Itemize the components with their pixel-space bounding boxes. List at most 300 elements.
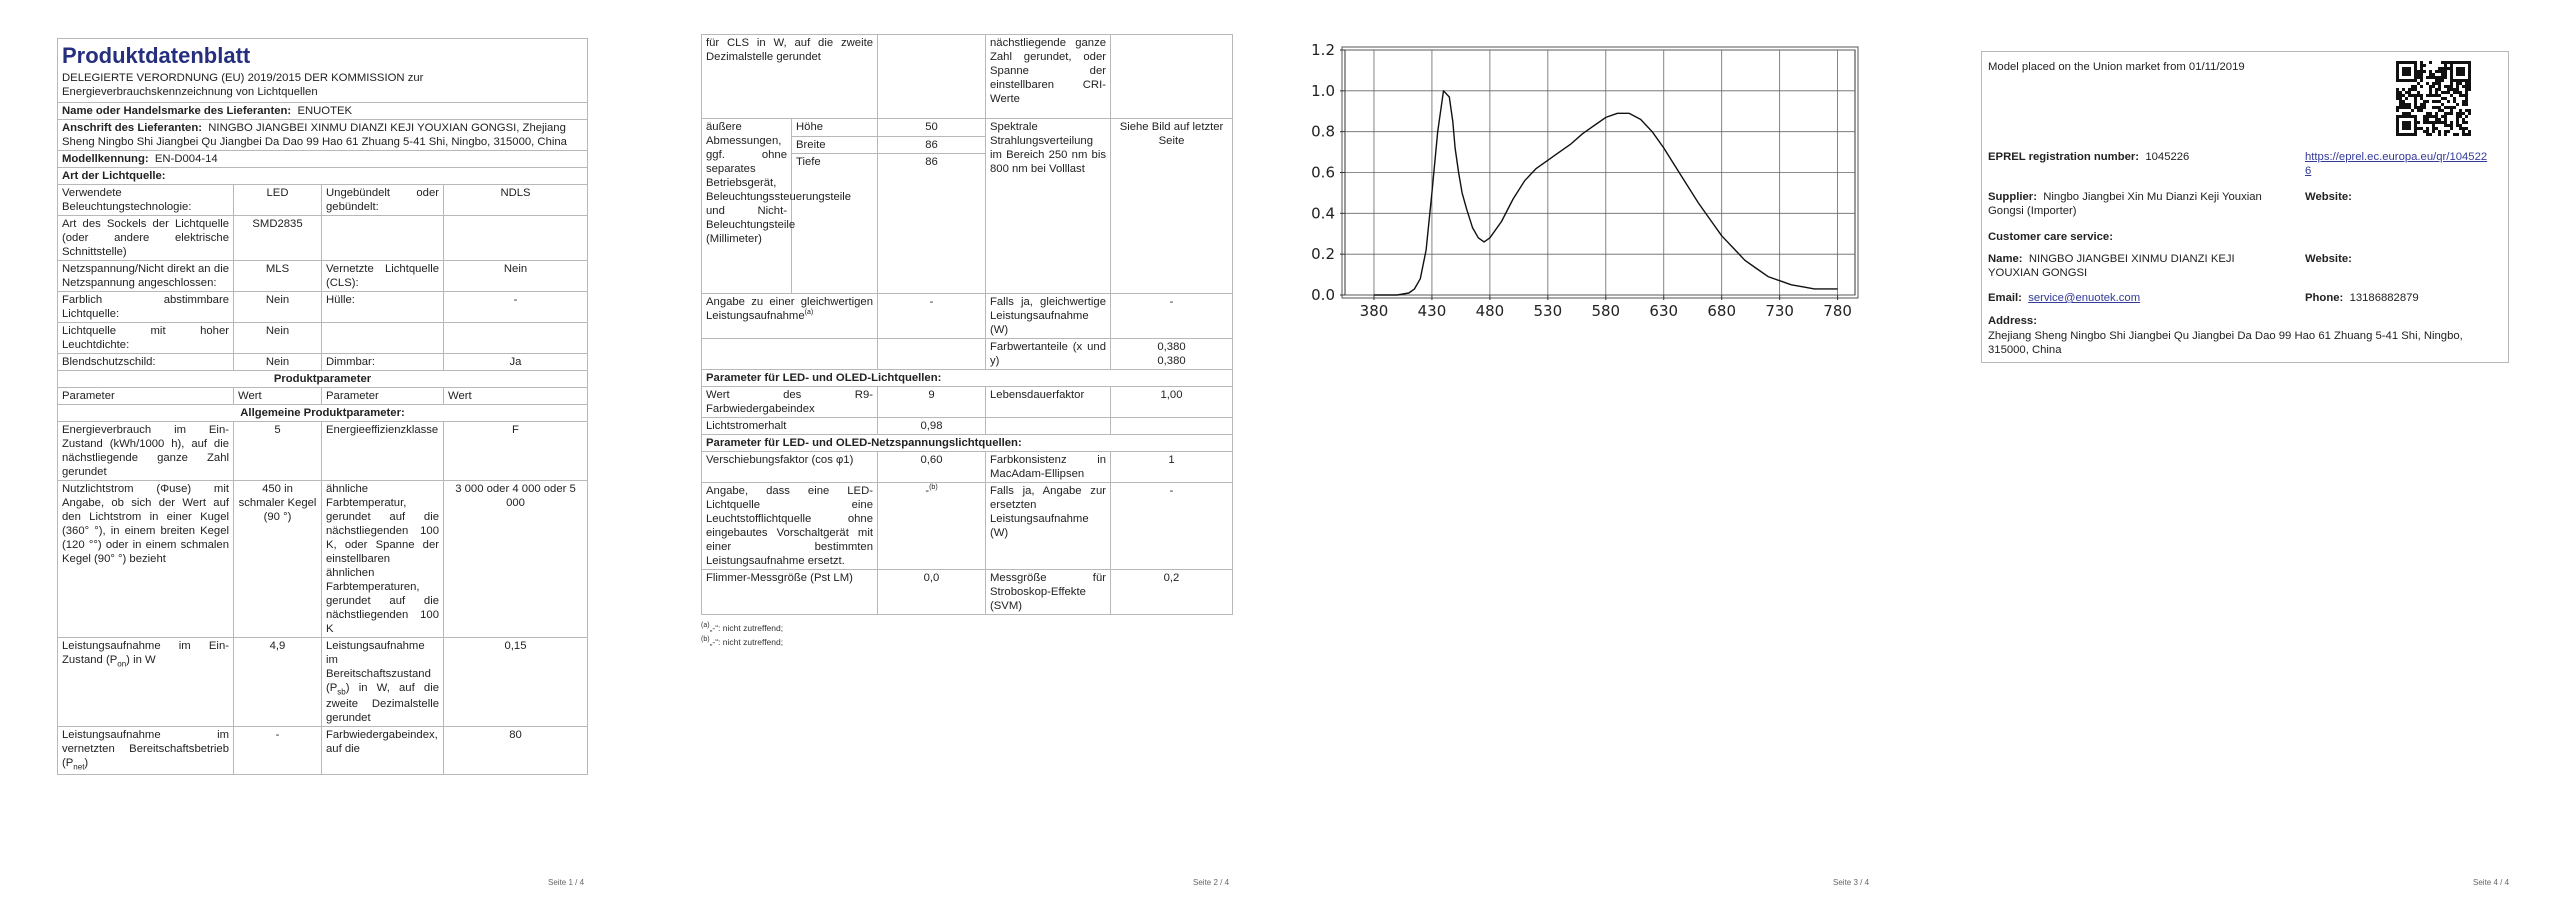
cell-value: - bbox=[1111, 294, 1233, 339]
qr-module bbox=[2441, 121, 2444, 124]
email-row bbox=[1988, 291, 2140, 305]
qr-module bbox=[2408, 103, 2411, 106]
cell-label: Wert des R9-Farbwiedergabeindex bbox=[702, 387, 878, 418]
x-tick-label: 480 bbox=[1475, 302, 1505, 320]
qr-module bbox=[2426, 130, 2429, 133]
qr-module bbox=[2420, 70, 2423, 73]
phone-row bbox=[2305, 291, 2419, 305]
qr-module bbox=[2408, 79, 2411, 82]
footnote-text: „-“: nicht zutreffend; bbox=[709, 622, 784, 633]
cell-value: 0,60 bbox=[878, 452, 986, 483]
cell-value: 50 bbox=[878, 119, 986, 137]
qr-module bbox=[2414, 76, 2417, 79]
footnote-marker: (a) bbox=[804, 309, 814, 317]
label-text: Leistungsaufnahme im vernetzten Bereitschaftsbetrieb (P bbox=[62, 729, 229, 770]
qr-module bbox=[2411, 85, 2414, 88]
qr-module bbox=[2462, 127, 2465, 130]
cell-value: 4,9 bbox=[234, 638, 322, 727]
x-tick-label: 680 bbox=[1707, 302, 1737, 320]
qr-module bbox=[2462, 70, 2465, 73]
qr-module bbox=[2450, 76, 2453, 79]
column-header-row bbox=[58, 388, 588, 405]
qr-module bbox=[2462, 130, 2465, 133]
qr-module bbox=[2468, 133, 2471, 136]
address-value: NINGBO JIANGBEI XINMU DIANZI KEJI YOUXIAN GONGSI, Zhejiang Sheng Ningbo Shi Jiangbei Qu Jiangbei Da Dao 99 Hao 61 Zhuang 5-41 Shi, Ningbo, 315000, China bbox=[62, 122, 567, 149]
customer-care-label: Customer care service: bbox=[1988, 231, 2113, 243]
qr-module bbox=[2429, 91, 2432, 94]
qr-module bbox=[2408, 73, 2411, 76]
qr-module bbox=[2462, 100, 2465, 103]
qr-module bbox=[2459, 109, 2462, 112]
qr-module bbox=[2420, 103, 2423, 106]
brand-row bbox=[58, 103, 588, 120]
cell-label: Breite bbox=[792, 136, 878, 154]
qr-module bbox=[2432, 85, 2435, 88]
qr-module bbox=[2405, 106, 2408, 109]
qr-module bbox=[2465, 79, 2468, 82]
qr-module bbox=[2420, 94, 2423, 97]
cell-label bbox=[58, 638, 234, 727]
qr-module bbox=[2405, 112, 2408, 115]
qr-module bbox=[2414, 85, 2417, 88]
qr-module bbox=[2417, 106, 2420, 109]
label-text: Leistungsaufnahme im Bereitschaftszustand (P bbox=[326, 640, 431, 695]
qr-module bbox=[2423, 130, 2426, 133]
qr-module bbox=[2396, 79, 2399, 82]
qr-module bbox=[2459, 124, 2462, 127]
qr-module bbox=[2444, 91, 2447, 94]
qr-module bbox=[2399, 94, 2402, 97]
cell-value: - bbox=[878, 294, 986, 339]
datasheet-table-2 bbox=[701, 34, 1233, 615]
qr-module bbox=[2399, 103, 2402, 106]
qr-module bbox=[2405, 97, 2408, 100]
qr-module bbox=[2411, 133, 2414, 136]
qr-module bbox=[2432, 124, 2435, 127]
qr-module bbox=[2402, 73, 2405, 76]
qr-module bbox=[2423, 70, 2426, 73]
x-tick-label: 580 bbox=[1591, 302, 1621, 320]
qr-module bbox=[2447, 88, 2450, 91]
qr-module bbox=[2447, 112, 2450, 115]
qr-module bbox=[2465, 100, 2468, 103]
cell-empty bbox=[444, 216, 588, 261]
cell-value: 1 bbox=[1111, 452, 1233, 483]
qr-module bbox=[2441, 76, 2444, 79]
spectrum-chart bbox=[1280, 0, 1920, 905]
qr-module bbox=[2444, 124, 2447, 127]
qr-module bbox=[2402, 103, 2405, 106]
qr-module bbox=[2417, 109, 2420, 112]
cell-label: Spektrale Strahlungsverteilung im Bereich 250 nm bis 800 nm bei Volllast bbox=[986, 119, 1111, 294]
cell-label: Falls ja, gleichwertige Leistungsaufnahme (W) bbox=[986, 294, 1111, 339]
eprel-box bbox=[1981, 51, 2509, 363]
email-label: Email: bbox=[1988, 292, 2022, 304]
qr-module bbox=[2408, 88, 2411, 91]
label-text: Leistungsaufnahme im Ein-Zustand (P bbox=[62, 640, 229, 667]
qr-module bbox=[2456, 61, 2459, 64]
qr-module bbox=[2417, 70, 2420, 73]
qr-module bbox=[2444, 70, 2447, 73]
qr-module bbox=[2450, 106, 2453, 109]
qr-module bbox=[2435, 91, 2438, 94]
qr-module bbox=[2462, 79, 2465, 82]
qr-module bbox=[2441, 73, 2444, 76]
qr-module bbox=[2444, 64, 2447, 67]
qr-module bbox=[2438, 100, 2441, 103]
cell-empty bbox=[1111, 418, 1233, 435]
cell-label: Flimmer-Messgröße (Pst LM) bbox=[702, 570, 878, 615]
qr-module bbox=[2441, 70, 2444, 73]
qr-module bbox=[2465, 91, 2468, 94]
qr-module bbox=[2465, 97, 2468, 100]
qr-module bbox=[2462, 103, 2465, 106]
eprel-row bbox=[1988, 150, 2189, 164]
qr-module bbox=[2423, 103, 2426, 106]
cell-empty bbox=[1111, 35, 1233, 119]
table-row bbox=[58, 185, 588, 216]
cell-label: Verwendete Beleuchtungstechnologie: bbox=[58, 185, 234, 216]
x-tick-label: 530 bbox=[1533, 302, 1563, 320]
qr-module bbox=[2462, 133, 2465, 136]
label-text: ) in W, auf die zweite Dezimalstelle gerundet bbox=[326, 682, 439, 725]
footnotes bbox=[701, 621, 1232, 648]
qr-module bbox=[2396, 106, 2399, 109]
cell-value: 0,15 bbox=[444, 638, 588, 727]
y-tick-labels bbox=[1311, 41, 1335, 304]
qr-module bbox=[2465, 115, 2468, 118]
cell-label: Nutzlichtstrom (Φuse) mit Angabe, ob sich der Wert auf den Lichtstrom in einer Kugel (360° °), in einem breiten Kegel (120 °°) oder in einem schmalen Kegel (90° °) bezieht bbox=[58, 481, 234, 638]
qr-module bbox=[2408, 70, 2411, 73]
qr-module bbox=[2447, 100, 2450, 103]
mains-heading: Parameter für LED- und OLED-Netzspannungslichtquellen: bbox=[702, 435, 1233, 452]
qr-module bbox=[2417, 76, 2420, 79]
cell-empty bbox=[322, 323, 444, 354]
x-tick-label: 730 bbox=[1765, 302, 1794, 320]
cell-label: Lichtstromerhalt bbox=[702, 418, 878, 435]
care-name-value: NINGBO JIANGBEI XINMU DIANZI KEJI YOUXIAN GONGSI bbox=[1988, 253, 2235, 280]
qr-module bbox=[2396, 67, 2399, 70]
qr-module bbox=[2450, 127, 2453, 130]
qr-module bbox=[2429, 133, 2432, 136]
qr-module bbox=[2423, 100, 2426, 103]
qr-module bbox=[2450, 85, 2453, 88]
cell-value: 86 bbox=[878, 154, 986, 294]
qr-module bbox=[2468, 88, 2471, 91]
qr-module bbox=[2396, 76, 2399, 79]
general-params-heading: Allgemeine Produktparameter: bbox=[58, 405, 588, 422]
qr-module bbox=[2429, 88, 2432, 91]
qr-module bbox=[2444, 73, 2447, 76]
qr-module bbox=[2468, 130, 2471, 133]
qr-module bbox=[2411, 88, 2414, 91]
qr-module bbox=[2435, 112, 2438, 115]
cell-value: Nein bbox=[234, 323, 322, 354]
qr-module bbox=[2462, 94, 2465, 97]
qr-module bbox=[2453, 91, 2456, 94]
market-text: Model placed on the Union market from 01/11/2019 bbox=[1988, 61, 2245, 73]
qr-code-icon bbox=[2396, 61, 2471, 136]
qr-module bbox=[2399, 79, 2402, 82]
cell-value: 0,0 bbox=[878, 570, 986, 615]
qr-module bbox=[2396, 97, 2399, 100]
qr-module bbox=[2405, 127, 2408, 130]
qr-module bbox=[2468, 64, 2471, 67]
qr-module bbox=[2408, 61, 2411, 64]
cell-label: Tiefe bbox=[792, 154, 878, 294]
qr-module bbox=[2435, 115, 2438, 118]
qr-module bbox=[2408, 115, 2411, 118]
qr-module bbox=[2408, 127, 2411, 130]
address-row bbox=[58, 120, 588, 151]
qr-module bbox=[2402, 121, 2405, 124]
y-tick-label: 0.2 bbox=[1311, 245, 1335, 264]
qr-module bbox=[2411, 94, 2414, 97]
qr-module bbox=[2414, 130, 2417, 133]
qr-module bbox=[2468, 67, 2471, 70]
qr-module bbox=[2414, 124, 2417, 127]
cell-value: 80 bbox=[444, 727, 588, 774]
qr-module bbox=[2429, 115, 2432, 118]
qr-module bbox=[2450, 70, 2453, 73]
qr-module bbox=[2396, 73, 2399, 76]
qr-module bbox=[2405, 103, 2408, 106]
cell-label bbox=[58, 727, 234, 774]
qr-module bbox=[2444, 112, 2447, 115]
qr-module bbox=[2396, 115, 2399, 118]
qr-module bbox=[2396, 61, 2399, 64]
qr-module bbox=[2420, 106, 2423, 109]
qr-module bbox=[2432, 121, 2435, 124]
label-text: ) in W bbox=[126, 654, 156, 667]
qr-module bbox=[2426, 133, 2429, 136]
label-text: ) bbox=[84, 757, 89, 770]
qr-module bbox=[2423, 64, 2426, 67]
qr-module bbox=[2423, 118, 2426, 121]
cell-value: LED bbox=[234, 185, 322, 216]
y-tick-label: 0.6 bbox=[1311, 163, 1335, 182]
chart-grid bbox=[1340, 50, 1855, 300]
label-text: Angabe zu einer gleichwertigen Leistungsaufnahme bbox=[706, 296, 873, 322]
qr-module bbox=[2429, 70, 2432, 73]
qr-module bbox=[2414, 67, 2417, 70]
qr-module bbox=[2438, 70, 2441, 73]
cell-value: F bbox=[444, 422, 588, 481]
cell-label: Energieverbrauch im Ein-Zustand (kWh/1000 h), auf die nächstliegende ganze Zahl gerundet bbox=[58, 422, 234, 481]
qr-module bbox=[2435, 106, 2438, 109]
qr-module bbox=[2396, 133, 2399, 136]
qr-module bbox=[2417, 82, 2420, 85]
cell-value: Nein bbox=[234, 292, 322, 323]
qr-module bbox=[2441, 61, 2444, 64]
email-link[interactable]: service@enuotek.com bbox=[2028, 292, 2141, 304]
x-tick-label: 380 bbox=[1359, 302, 1389, 320]
qr-module bbox=[2435, 121, 2438, 124]
qr-module bbox=[2462, 85, 2465, 88]
cell-label: Verschiebungsfaktor (cos φ1) bbox=[702, 452, 878, 483]
address-value: Zhejiang Sheng Ningbo Shi Jiangbei Qu Jiangbei Da Dao 99 Hao 61 Zhuang 5-41 Shi, Ningbo, 315000, China bbox=[1988, 330, 2463, 357]
table-row bbox=[58, 292, 588, 323]
qr-module bbox=[2456, 88, 2459, 91]
supplier-row bbox=[1988, 190, 2288, 218]
qr-module bbox=[2402, 70, 2405, 73]
qr-module bbox=[2462, 121, 2465, 124]
qr-module bbox=[2438, 88, 2441, 91]
cell-empty bbox=[702, 339, 878, 370]
qr-module bbox=[2402, 94, 2405, 97]
qr-module bbox=[2408, 121, 2411, 124]
qr-module bbox=[2444, 97, 2447, 100]
qr-module bbox=[2456, 73, 2459, 76]
led-heading-row bbox=[702, 370, 1233, 387]
y-tick-label: 0.8 bbox=[1311, 122, 1335, 141]
qr-module bbox=[2462, 112, 2465, 115]
qr-module bbox=[2432, 130, 2435, 133]
qr-module bbox=[2453, 106, 2456, 109]
cell-value: - bbox=[234, 727, 322, 774]
qr-module bbox=[2396, 64, 2399, 67]
brand-label: Name oder Handelsmarke des Lieferanten: bbox=[62, 105, 292, 118]
qr-module bbox=[2405, 79, 2408, 82]
cell-empty bbox=[444, 323, 588, 354]
qr-module bbox=[2423, 106, 2426, 109]
qr-module bbox=[2429, 61, 2432, 64]
qr-module bbox=[2447, 67, 2450, 70]
product-params-heading-row bbox=[58, 371, 588, 388]
qr-module bbox=[2462, 73, 2465, 76]
qr-module bbox=[2399, 133, 2402, 136]
cell-label: nächstliegende ganze Zahl gerundet, oder Spanne der einstellbaren CRI-Werte bbox=[986, 35, 1111, 119]
qr-module bbox=[2435, 94, 2438, 97]
qr-module bbox=[2456, 103, 2459, 106]
cell-label: Farbwertanteile (x und y) bbox=[986, 339, 1111, 370]
qr-module bbox=[2429, 85, 2432, 88]
page-1-content bbox=[57, 38, 587, 775]
qr-module bbox=[2399, 61, 2402, 64]
qr-module bbox=[2450, 79, 2453, 82]
qr-module bbox=[2396, 94, 2399, 97]
qr-module bbox=[2465, 103, 2468, 106]
light-source-heading: Art der Lichtquelle: bbox=[58, 168, 588, 185]
y-tick-label: 1.0 bbox=[1311, 81, 1335, 100]
qr-module bbox=[2399, 97, 2402, 100]
qr-module bbox=[2450, 88, 2453, 91]
qr-module bbox=[2468, 82, 2471, 85]
qr-module bbox=[2399, 106, 2402, 109]
cell-empty bbox=[878, 339, 986, 370]
qr-module bbox=[2402, 100, 2405, 103]
cell-label: Energieeffizienzklasse bbox=[322, 422, 444, 481]
phone-label: Phone: bbox=[2305, 292, 2344, 304]
qr-module bbox=[2444, 130, 2447, 133]
qr-module bbox=[2438, 121, 2441, 124]
qr-module bbox=[2396, 88, 2399, 91]
website-label: Website: bbox=[2305, 253, 2352, 265]
qr-module bbox=[2447, 91, 2450, 94]
qr-module bbox=[2399, 100, 2402, 103]
general-params-heading-row bbox=[58, 405, 588, 422]
regulation-text: DELEGIERTE VERORDNUNG (EU) 2019/2015 DER KOMMISSION zur Energieverbrauchskennzeichnung von Lichtquellen bbox=[62, 72, 424, 99]
qr-module bbox=[2414, 73, 2417, 76]
qr-module bbox=[2423, 121, 2426, 124]
qr-module bbox=[2414, 133, 2417, 136]
qr-module bbox=[2450, 64, 2453, 67]
qr-module bbox=[2429, 94, 2432, 97]
qr-module bbox=[2420, 79, 2423, 82]
qr-module bbox=[2414, 97, 2417, 100]
cell-value: 0,2 bbox=[1111, 570, 1233, 615]
qr-module bbox=[2438, 118, 2441, 121]
qr-module bbox=[2459, 73, 2462, 76]
col-header-value: Wert bbox=[444, 388, 588, 405]
qr-module bbox=[2408, 94, 2411, 97]
table-row bbox=[702, 418, 1233, 435]
qr-module bbox=[2417, 121, 2420, 124]
eprel-link[interactable]: https://eprel.ec.europa.eu/qr/1045226 bbox=[2305, 151, 2488, 178]
qr-module bbox=[2402, 133, 2405, 136]
qr-module bbox=[2459, 61, 2462, 64]
qr-module bbox=[2420, 85, 2423, 88]
qr-module bbox=[2447, 130, 2450, 133]
qr-module bbox=[2402, 61, 2405, 64]
cell-label: Art des Sockels der Lichtquelle (oder andere elektrische Schnittstelle) bbox=[58, 216, 234, 261]
qr-module bbox=[2444, 115, 2447, 118]
qr-module bbox=[2396, 70, 2399, 73]
qr-module bbox=[2402, 112, 2405, 115]
mains-heading-row bbox=[702, 435, 1233, 452]
qr-module bbox=[2444, 106, 2447, 109]
footnote-a bbox=[701, 621, 1232, 635]
qr-module bbox=[2414, 103, 2417, 106]
cell-value: 9 bbox=[878, 387, 986, 418]
qr-module bbox=[2459, 112, 2462, 115]
cell-label bbox=[702, 294, 878, 339]
cell-label: Dimmbar: bbox=[322, 354, 444, 371]
qr-module bbox=[2429, 112, 2432, 115]
qr-module bbox=[2420, 64, 2423, 67]
qr-module bbox=[2441, 109, 2444, 112]
qr-module bbox=[2414, 88, 2417, 91]
qr-module bbox=[2438, 85, 2441, 88]
qr-module bbox=[2402, 124, 2405, 127]
qr-module bbox=[2456, 133, 2459, 136]
qr-module bbox=[2426, 100, 2429, 103]
col-header-param: Parameter bbox=[58, 388, 234, 405]
cell-empty bbox=[878, 35, 986, 119]
table-row bbox=[702, 294, 1233, 339]
brand-value: ENUOTEK bbox=[297, 105, 353, 118]
qr-module bbox=[2426, 121, 2429, 124]
light-source-heading-row bbox=[58, 168, 588, 185]
qr-module bbox=[2444, 121, 2447, 124]
qr-module bbox=[2468, 76, 2471, 79]
qr-module bbox=[2453, 133, 2456, 136]
qr-module bbox=[2402, 127, 2405, 130]
qr-module bbox=[2432, 106, 2435, 109]
qr-module bbox=[2438, 130, 2441, 133]
qr-module bbox=[2414, 121, 2417, 124]
qr-module bbox=[2453, 79, 2456, 82]
table-row bbox=[58, 323, 588, 354]
qr-module bbox=[2396, 130, 2399, 133]
qr-module bbox=[2405, 70, 2408, 73]
cell-value bbox=[878, 483, 986, 570]
qr-module bbox=[2459, 91, 2462, 94]
qr-module bbox=[2438, 133, 2441, 136]
qr-module bbox=[2420, 61, 2423, 64]
qr-module bbox=[2402, 67, 2405, 70]
qr-module bbox=[2465, 127, 2468, 130]
